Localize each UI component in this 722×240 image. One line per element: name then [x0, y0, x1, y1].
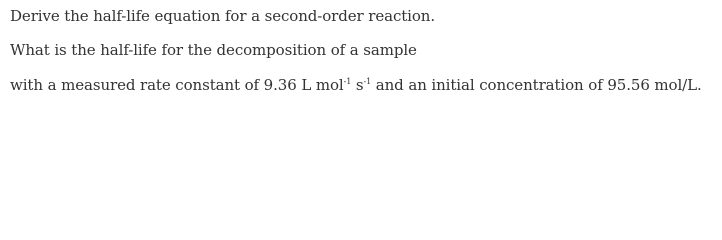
mol-exponent: -1	[343, 77, 352, 86]
question-line-1: Derive the half-life equation for a second-order reaction.	[10, 7, 436, 25]
line-3-seconds-unit: s	[351, 76, 364, 94]
question-line-2: What is the half-life for the decomposition of a sample	[10, 41, 417, 59]
line-3-text-end: and an initial concentration of 95.56 mol/L.	[371, 76, 702, 94]
line-3-text-start: with a measured rate constant of 9.36 L mol	[10, 76, 344, 94]
document-body	[0, 0, 722, 105]
question-line-3	[10, 76, 702, 94]
seconds-exponent: -1	[363, 77, 372, 86]
